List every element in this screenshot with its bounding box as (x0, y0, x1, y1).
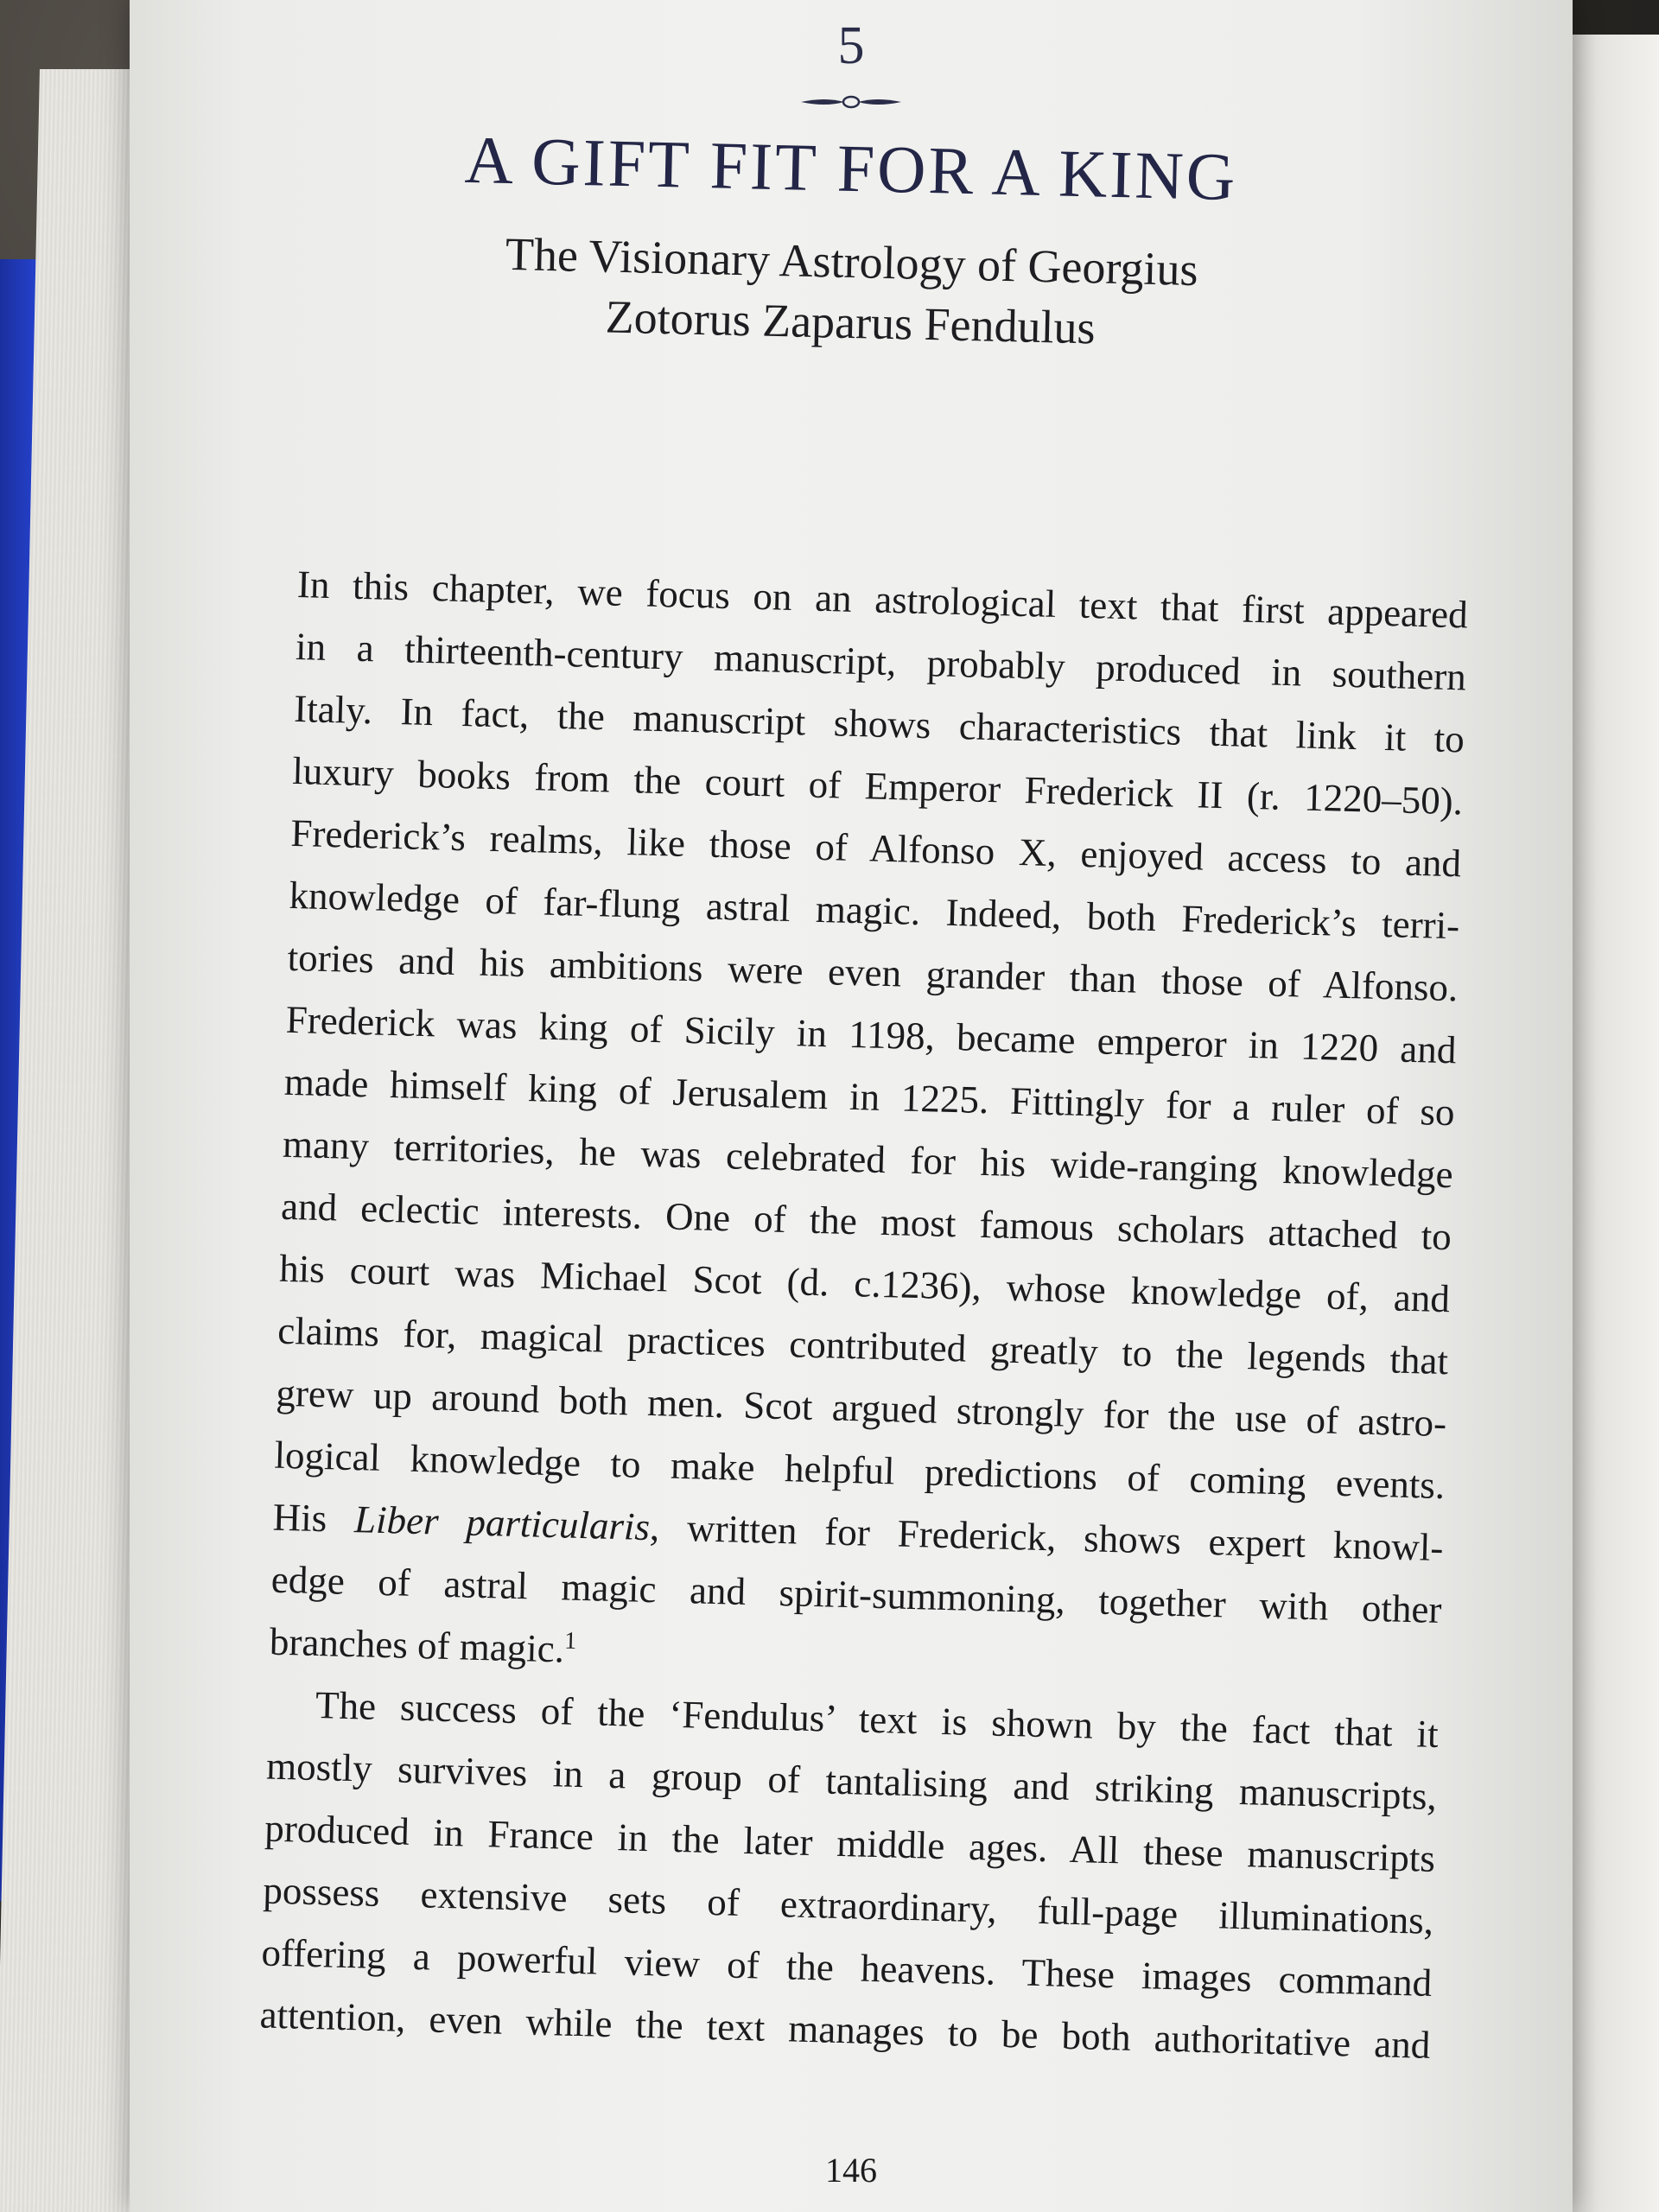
text-line-paragraph-start: The success of the ‘Fendulus’ text is shown by the fact that it (315, 1682, 1440, 1757)
subtitle-line-1: The Visionary Astrology of Georgius (505, 227, 1199, 296)
text-line: logical knowledge to make helpful predictions of coming events. (274, 1433, 1446, 1508)
text-line: Frederick’s realms, like those of Alfonso X, enjoyed access to and (289, 810, 1462, 886)
liber-suffix: , written for Frederick, shows expert knowl- (649, 1505, 1444, 1570)
text-line: claims for, magical practices contributed greatly to the legends that (276, 1308, 1449, 1383)
text-line: tories and his ambitions were even grander than those of Alfonso. (287, 935, 1459, 1010)
text-line: grew up around both men. Scot argued strongly for the use of astro- (275, 1370, 1447, 1446)
text-line: Italy. In fact, the manuscript shows characteristics that link it to (293, 686, 1465, 761)
chapter-subtitle (129, 215, 1574, 369)
body-text (259, 553, 1469, 2076)
chapter-number: 5 (837, 16, 865, 75)
footnote-reference[interactable]: 1 (563, 1627, 577, 1655)
branches-text: branches of magic. (269, 1619, 565, 1671)
text-line: in a thirteenth-century manuscript, probably produced in southern (295, 624, 1467, 699)
subtitle-line-2: Zotorus Zaparus Fendulus (605, 290, 1096, 354)
text-line: edge of astral magic and spirit-summoning, together with other (270, 1557, 1443, 1632)
text-line: offering a powerful view of the heavens. These images command (260, 1930, 1433, 2005)
chapter-title: A GIFT FIT FOR A KING (463, 121, 1239, 215)
text-line: produced in France in the later middle ages. All these manuscripts (264, 1806, 1436, 1880)
page-content (130, 0, 1573, 2212)
ornament-divider-icon (799, 93, 903, 111)
liber-title: Liber particularis (353, 1497, 651, 1549)
text-line: many territories, he was celebrated for his wide-ranging knowledge (282, 1122, 1454, 1197)
text-line: made himself king of Jerusalem in 1225. Fittingly for a ruler of so (283, 1059, 1456, 1135)
text-line: and eclectic interests. One of the most famous scholars attached to (280, 1184, 1452, 1259)
text-line: Frederick was king of Sicily in 1198, became emperor in 1220 and (285, 997, 1458, 1072)
text-line: mostly survives in a group of tantalising and striking manuscripts, (265, 1744, 1438, 1818)
text-line: knowledge of far-flung astral magic. Indeed, both Frederick’s terri- (288, 873, 1460, 948)
page-number: 146 (825, 2151, 877, 2190)
text-line: possess extensive sets of extraordinary, full-page illuminations, (262, 1868, 1434, 1942)
book-page (130, 0, 1573, 2212)
text-line: his court was Michael Scot (d. c.1236), whose knowledge of, and (278, 1246, 1451, 1321)
liber-prefix: His (272, 1495, 355, 1541)
text-line: In this chapter, we focus on an astrological text that first appeared (296, 562, 1469, 637)
text-line: luxury books from the court of Emperor Frederick II (r. 1220–50). (291, 748, 1464, 823)
text-line: attention, even while the text manages to be both authoritative and (259, 1993, 1431, 2067)
